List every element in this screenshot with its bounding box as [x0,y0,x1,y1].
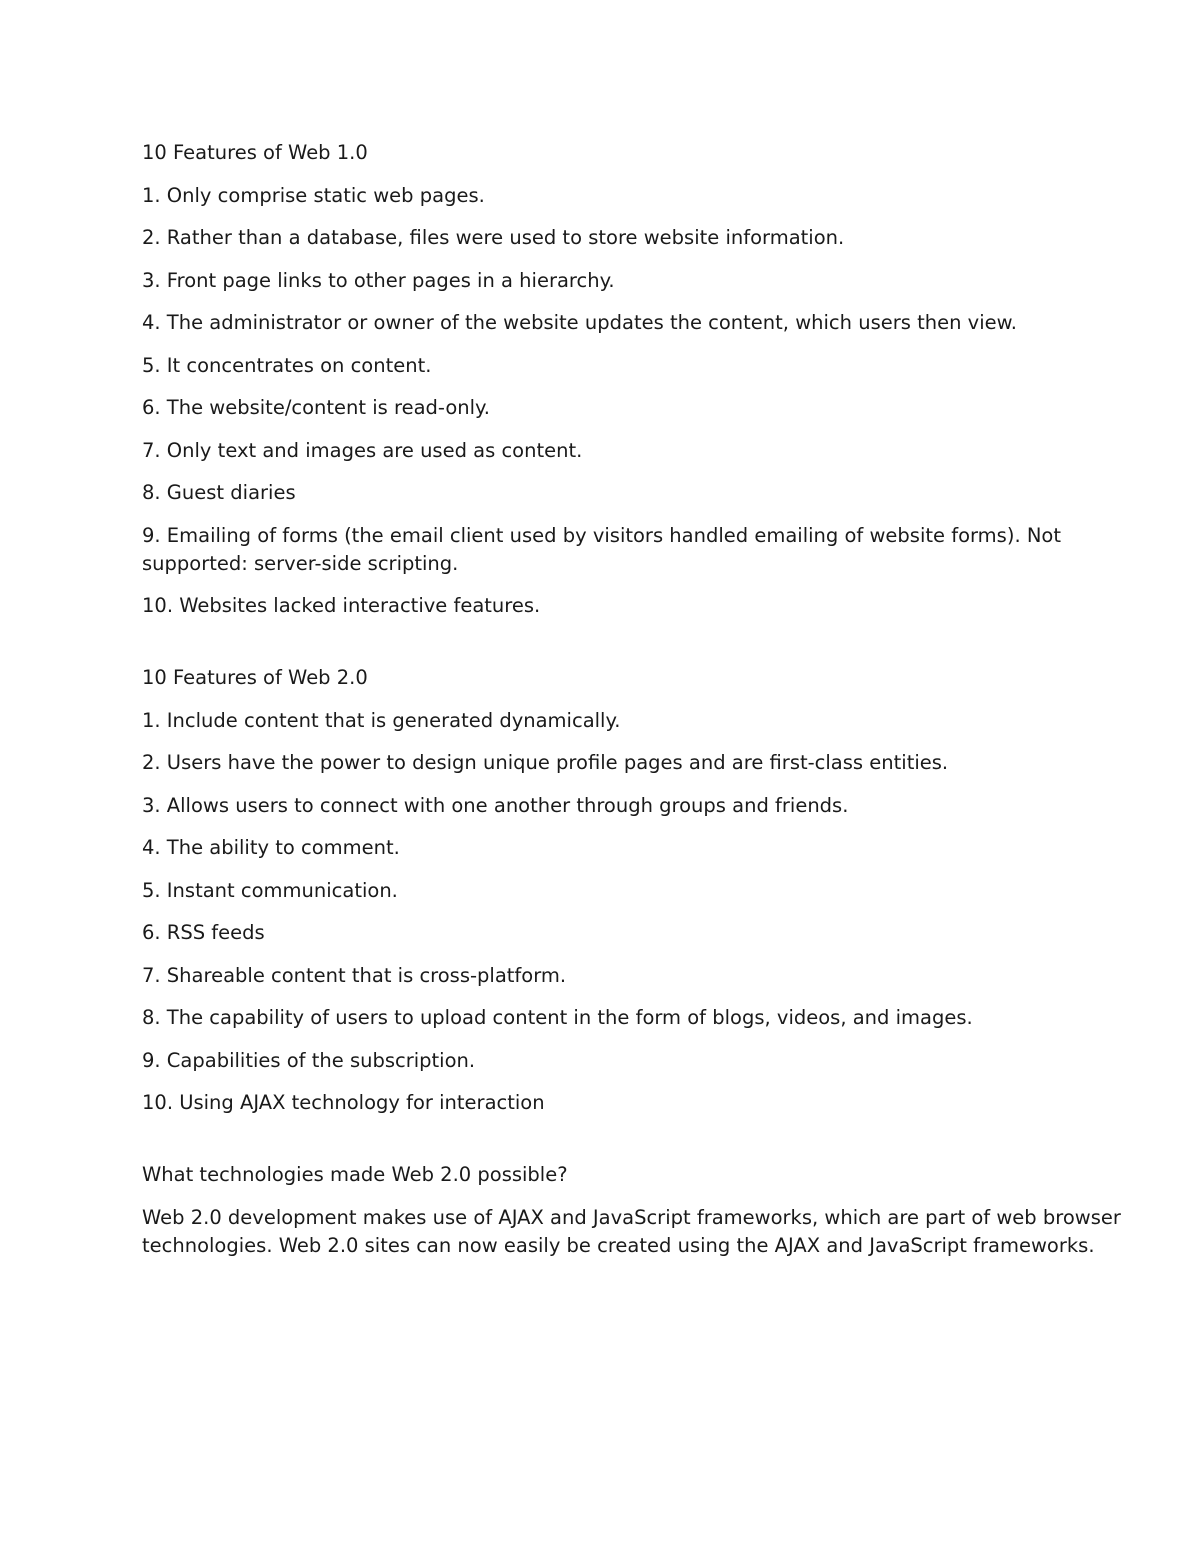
list-item: 7. Shareable content that is cross-platform. [142,963,567,987]
list-item: 10. Using AJAX technology for interaction [142,1091,545,1114]
section-heading: 10 Features of Web 1.0 [142,141,368,164]
list-item: 4. The ability to comment. [142,836,400,859]
web2-features-section [142,664,1142,1117]
list-item: 2. Users have the power to design unique profile pages and are first-class entities. [142,751,949,774]
list-item: 3. Front page links to other pages in a hierarchy. [142,268,615,292]
list-item: 10. Websites lacked interactive features. [142,594,541,617]
list-item: 5. Instant communication. [142,878,398,902]
section-heading: 10 Features of Web 2.0 [142,666,368,689]
list-item: 1. Only comprise static web pages. [142,183,485,207]
web1-features-section [142,139,1142,620]
list-item: 3. Allows users to connect with one another through groups and friends. [142,793,849,817]
list-item: 9. Capabilities of the subscription. [142,1048,476,1072]
list-item: 9. Emailing of forms (the email client used by visitors handled emailing of website forms). Not supported: server-side scripting. [142,523,1062,575]
list-item: 8. Guest diaries [142,481,296,504]
list-item: 8. The capability of users to upload content in the form of blogs, videos, and images. [142,1006,973,1029]
list-item: 7. Only text and images are used as content. [142,438,583,462]
list-item: 6. RSS feeds [142,921,265,944]
list-item: 1. Include content that is generated dynamically. [142,708,621,732]
list-item: 4. The administrator or owner of the website updates the content, which users then view. [142,311,1017,334]
list-item: 6. The website/content is read-only. [142,396,490,419]
technologies-section [142,1161,1142,1260]
document-page [142,139,1142,1274]
section-heading: What technologies made Web 2.0 possible? [142,1163,568,1186]
list-item: 5. It concentrates on content. [142,353,432,377]
paragraph: Web 2.0 development makes use of AJAX and JavaScript frameworks, which are part of web browser technologies. Web 2.0 sites can now easily be created using the AJAX and JavaScript frameworks. [142,1205,1121,1257]
list-item: 2. Rather than a database, files were used to store website information. [142,226,845,249]
